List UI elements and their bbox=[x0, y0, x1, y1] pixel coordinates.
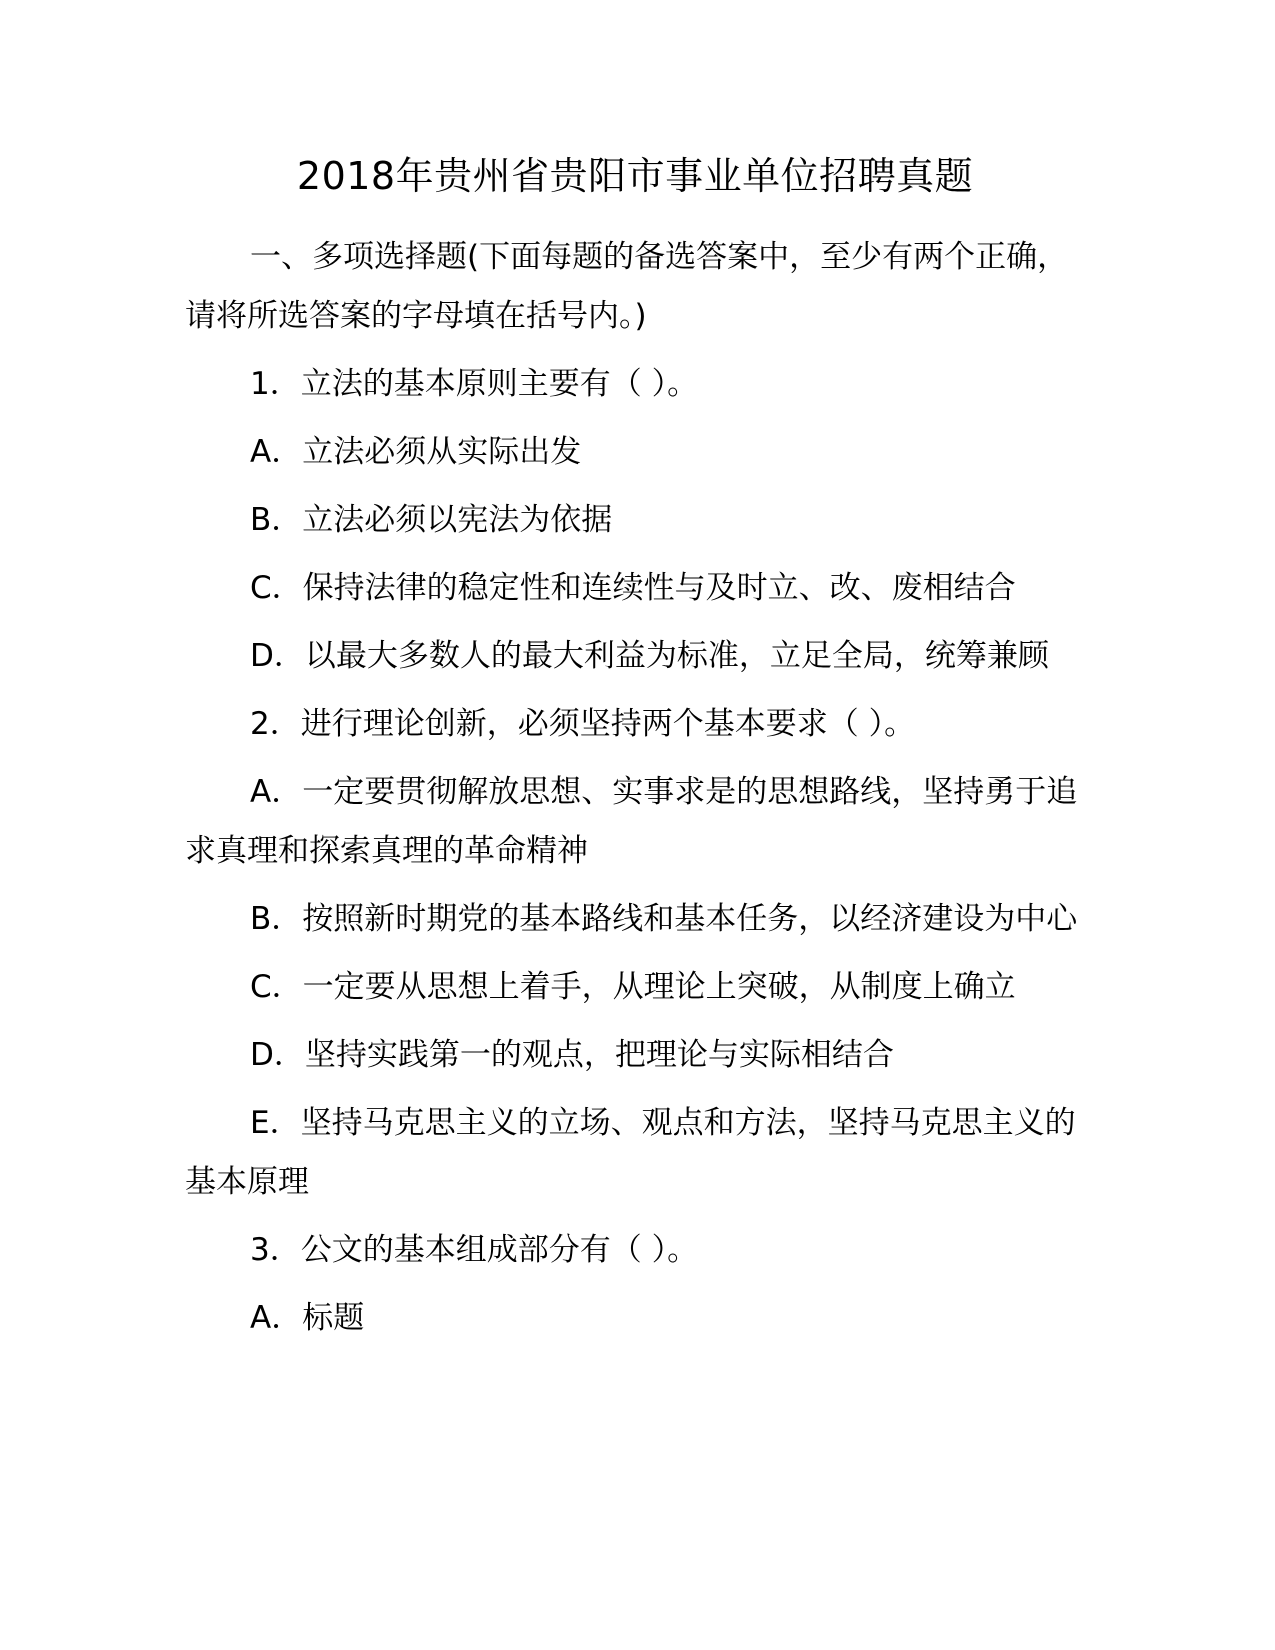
question-1-option-c: C．保持法律的稳定性和连续性与及时立、改、废相结合 bbox=[250, 570, 1016, 606]
question-2-option-b: B．按照新时期党的基本路线和基本任务，以经济建设为中心 bbox=[250, 901, 1078, 937]
section-heading: 一、多项选择题(下面每题的备选答案中，至少有两个正确，请将所选答案的字母填在括号内。) bbox=[185, 239, 1069, 334]
question-2-option-a: A．一定要贯彻解放思想、实事求是的思想路线，坚持勇于追求真理和探索真理的革命精神 bbox=[185, 774, 1078, 869]
question-1-option-a: A．立法必须从实际出发 bbox=[250, 434, 582, 470]
question-1-option-d: D．以最大多数人的最大利益为标准，立足全局，统筹兼顾 bbox=[250, 638, 1049, 674]
question-1-option-b: B．立法必须以宪法为依据 bbox=[250, 502, 613, 538]
question-3-option-a: A．标题 bbox=[250, 1300, 365, 1336]
question-2-stem: 2．进行理论创新，必须坚持两个基本要求（ ）。 bbox=[250, 706, 916, 742]
question-2-option-d: D．坚持实践第一的观点，把理论与实际相结合 bbox=[250, 1037, 894, 1073]
question-2-option-c: C．一定要从思想上着手，从理论上突破，从制度上确立 bbox=[250, 969, 1016, 1005]
question-2-option-e: E．坚持马克思主义的立场、观点和方法，坚持马克思主义的基本原理 bbox=[185, 1105, 1076, 1200]
question-1-stem: 1．立法的基本原则主要有（ ）。 bbox=[250, 366, 699, 402]
document-title: 2018年贵州省贵阳市事业单位招聘真题 bbox=[296, 154, 974, 198]
question-3-stem: 3．公文的基本组成部分有（ ）。 bbox=[250, 1232, 699, 1268]
